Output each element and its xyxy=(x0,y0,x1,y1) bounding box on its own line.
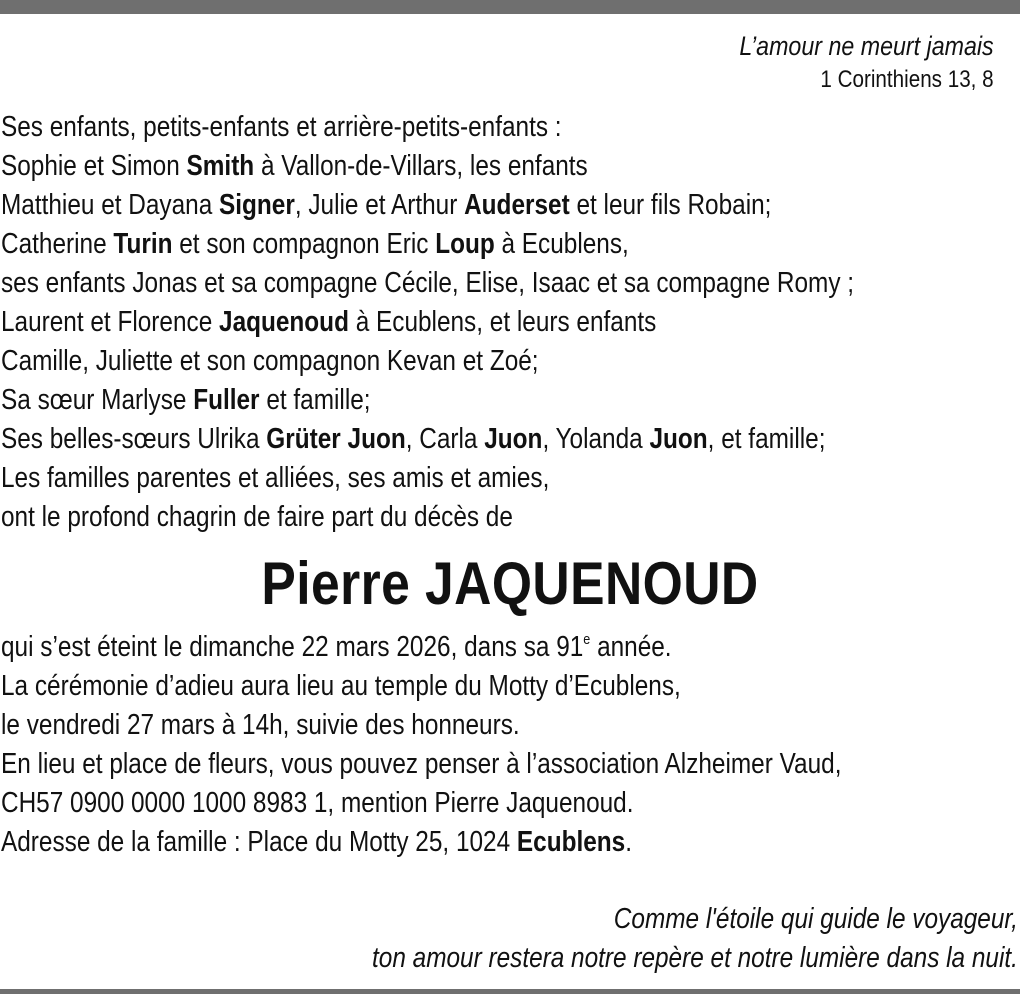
text-span: et son compagnon Eric xyxy=(172,228,436,260)
text-span: Sophie et Simon xyxy=(1,150,187,182)
text-span: Laurent et Florence xyxy=(1,306,220,338)
family-line xyxy=(1,303,1009,342)
surname: Turin xyxy=(113,228,173,260)
bottom-rule xyxy=(0,989,1020,994)
text-span: Catherine xyxy=(1,228,114,260)
family-line xyxy=(1,420,1009,459)
text-span: et famille; xyxy=(259,384,371,416)
text-span: Sa sœur Marlyse xyxy=(1,384,194,416)
epigraph xyxy=(698,27,994,95)
family-line xyxy=(1,147,1009,186)
family-line: ont le profond chagrin de faire part du décès de xyxy=(1,501,513,533)
family-line: ses enfants Jonas et sa compagne Cécile, Elise, Isaac et sa compagne Romy ; xyxy=(1,267,855,299)
family-line xyxy=(1,381,1009,420)
text-span: qui s’est éteint le dimanche 22 mars 2026, dans sa 91 xyxy=(1,631,584,663)
text-span: , Carla xyxy=(405,423,485,455)
family-line: Les familles parentes et alliées, ses amis et amies, xyxy=(1,462,550,494)
family-list xyxy=(1,108,1020,537)
surname: Juon xyxy=(484,423,543,455)
surname: Smith xyxy=(186,150,255,182)
surname: Jaquenoud xyxy=(219,306,349,338)
detail-line: CH57 0900 0000 1000 8983 1, mention Pierre Jaquenoud. xyxy=(1,787,634,819)
surname: Auderset xyxy=(464,189,570,221)
surname: Grüter Juon xyxy=(266,423,406,455)
text-span: Matthieu et Dayana xyxy=(1,189,220,221)
text-span: . xyxy=(625,826,632,858)
details-block xyxy=(1,628,1020,862)
epigraph-reference: 1 Corinthiens 13, 8 xyxy=(820,66,994,93)
ordinal-superscript: e xyxy=(583,631,591,648)
family-line xyxy=(1,186,1009,225)
surname: Signer xyxy=(219,189,295,221)
family-line: Camille, Juliette et son compagnon Kevan et Zoé; xyxy=(1,345,539,377)
surname: Loup xyxy=(435,228,495,260)
detail-line: le vendredi 27 mars à 14h, suivie des honneurs. xyxy=(1,709,520,741)
text-span: , et famille; xyxy=(707,423,826,455)
closing-line: Comme l'étoile qui guide le voyageur, xyxy=(613,903,1018,935)
top-rule xyxy=(0,0,1020,14)
text-span: à Ecublens, et leurs enfants xyxy=(348,306,657,338)
text-span: et leur fils Robain; xyxy=(569,189,772,221)
closing-line: ton amour restera notre repère et notre lumière dans la nuit. xyxy=(372,942,1018,974)
detail-line: La cérémonie d’adieu aura lieu au temple du Motty d’Ecublens, xyxy=(1,670,681,702)
family-intro: Ses enfants, petits-enfants et arrière-petits-enfants : xyxy=(1,111,562,143)
text-span: Ses belles-sœurs Ulrika xyxy=(1,423,267,455)
text-span: Adresse de la famille : Place du Motty 25, 1024 xyxy=(1,826,517,858)
detail-line xyxy=(1,823,1009,862)
closing-verse xyxy=(249,900,1018,978)
epigraph-quote: L’amour ne meurt jamais xyxy=(739,31,994,61)
text-span: , Yolanda xyxy=(542,423,650,455)
surname: Juon xyxy=(649,423,708,455)
text-span: , Julie et Arthur xyxy=(294,189,465,221)
place-name: Ecublens xyxy=(516,826,626,858)
text-span: à Ecublens, xyxy=(494,228,629,260)
surname: Fuller xyxy=(193,384,260,416)
deceased-name: Pierre JAQUENOUD xyxy=(261,550,759,617)
detail-line: En lieu et place de fleurs, vous pouvez penser à l’association Alzheimer Vaud, xyxy=(1,748,842,780)
detail-line xyxy=(1,628,1009,667)
family-line xyxy=(1,225,1009,264)
text-span: à Vallon-de-Villars, les enfants xyxy=(254,150,588,182)
text-span: année. xyxy=(590,631,672,663)
